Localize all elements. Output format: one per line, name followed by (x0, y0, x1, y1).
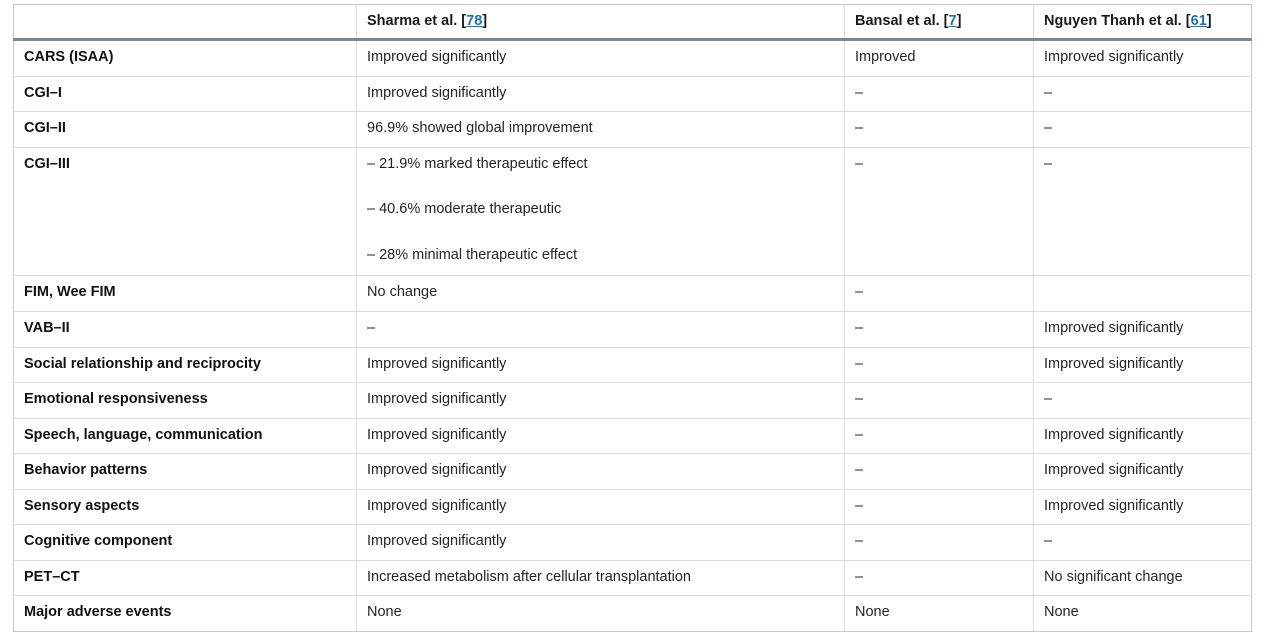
cell-nguyen: Improved significantly (1034, 347, 1252, 383)
reference-link-7[interactable]: 7 (948, 13, 957, 29)
cell-sharma: No change (357, 276, 845, 312)
row-label: CGI–III (14, 147, 357, 276)
outcome-table-container (0, 4, 1269, 632)
cell-bansal: – (845, 147, 1034, 276)
cell-nguyen: Improved significantly (1034, 311, 1252, 347)
header-label-bansal: Bansal et al. [ (855, 13, 949, 29)
row-label: Major adverse events (14, 596, 357, 632)
cell-nguyen: Improved significantly (1034, 40, 1252, 77)
cell-bansal: Improved (845, 40, 1034, 77)
table-body (14, 40, 1252, 632)
table-row (14, 560, 1252, 596)
cell-line: – 40.6% moderate therapeutic (367, 201, 562, 218)
reference-link-61[interactable]: 61 (1190, 13, 1207, 29)
cell-bansal: – (845, 489, 1034, 525)
row-label: VAB–II (14, 311, 357, 347)
cell-nguyen: – (1034, 76, 1252, 112)
cell-nguyen: Improved significantly (1034, 418, 1252, 454)
cell-sharma: Improved significantly (357, 76, 845, 112)
table-row (14, 596, 1252, 632)
cell-sharma: – (357, 311, 845, 347)
table-header (14, 5, 1252, 40)
table-row (14, 40, 1252, 77)
row-label: PET–CT (14, 560, 357, 596)
header-label-sharma: Sharma et al. [ (367, 13, 467, 29)
row-label: CGI–II (14, 112, 357, 148)
cell-nguyen: Improved significantly (1034, 454, 1252, 490)
table-row (14, 418, 1252, 454)
header-cell-outcome (14, 5, 357, 40)
cell-bansal: – (845, 383, 1034, 419)
cell-line: – 28% minimal therapeutic effect (367, 246, 578, 263)
cell-line: – 21.9% marked therapeutic effect (367, 155, 588, 172)
cell-nguyen (1034, 276, 1252, 312)
cell-bansal: – (845, 276, 1034, 312)
header-bracket-sharma: ] (482, 13, 488, 29)
cell-sharma: Increased metabolism after cellular transplantation (357, 560, 845, 596)
header-cell-bansal (845, 5, 1034, 40)
cell-sharma: 96.9% showed global improvement (357, 112, 845, 148)
cell-bansal: – (845, 112, 1034, 148)
cell-nguyen: – (1034, 525, 1252, 561)
header-bracket-bansal: ] (956, 13, 962, 29)
row-label: Speech, language, communication (14, 418, 357, 454)
row-label: CARS (ISAA) (14, 40, 357, 77)
cell-sharma: None (357, 596, 845, 632)
table-row (14, 347, 1252, 383)
row-label: FIM, Wee FIM (14, 276, 357, 312)
row-label: Behavior patterns (14, 454, 357, 490)
cell-nguyen: None (1034, 596, 1252, 632)
table-row (14, 489, 1252, 525)
cell-bansal: – (845, 76, 1034, 112)
cell-nguyen: Improved significantly (1034, 489, 1252, 525)
table-row (14, 112, 1252, 148)
cell-nguyen: – (1034, 112, 1252, 148)
cell-bansal: None (845, 596, 1034, 632)
table-row (14, 311, 1252, 347)
row-label: Cognitive component (14, 525, 357, 561)
cell-nguyen: No significant change (1034, 560, 1252, 596)
row-label: CGI–I (14, 76, 357, 112)
cell-bansal: – (845, 454, 1034, 490)
table-row (14, 454, 1252, 490)
table-row (14, 383, 1252, 419)
cell-sharma: Improved significantly (357, 489, 845, 525)
row-label: Sensory aspects (14, 489, 357, 525)
cell-sharma: Improved significantly (357, 454, 845, 490)
cell-bansal: – (845, 347, 1034, 383)
header-bracket-nguyen: ] (1206, 13, 1212, 29)
reference-link-78[interactable]: 78 (466, 13, 483, 29)
cell-bansal: – (845, 418, 1034, 454)
table-row (14, 525, 1252, 561)
table-row (14, 276, 1252, 312)
cell-bansal: – (845, 525, 1034, 561)
header-cell-sharma (357, 5, 845, 40)
row-label: Emotional responsiveness (14, 383, 357, 419)
study-outcomes-table (13, 4, 1252, 632)
cell-sharma: Improved significantly (357, 418, 845, 454)
header-label-nguyen: Nguyen Thanh et al. [ (1044, 13, 1191, 29)
cell-nguyen: – (1034, 147, 1252, 276)
cell-sharma (357, 147, 845, 276)
table-row (14, 147, 1252, 276)
cell-nguyen: – (1034, 383, 1252, 419)
header-cell-nguyen (1034, 5, 1252, 40)
cell-sharma: Improved significantly (357, 383, 845, 419)
cell-bansal: – (845, 560, 1034, 596)
cell-sharma: Improved significantly (357, 347, 845, 383)
cell-bansal: – (845, 311, 1034, 347)
table-row (14, 76, 1252, 112)
cell-sharma: Improved significantly (357, 525, 845, 561)
cell-sharma: Improved significantly (357, 40, 845, 77)
header-row (14, 5, 1252, 40)
row-label: Social relationship and reciprocity (14, 347, 357, 383)
